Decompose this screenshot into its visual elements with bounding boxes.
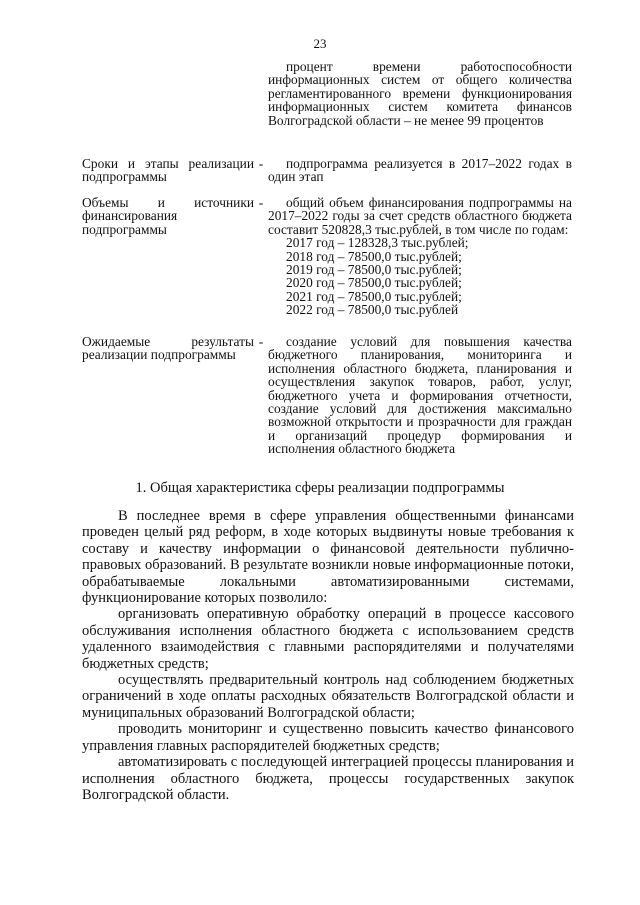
financing-year-2018: 2018 год – 78500,0 тыс.рублей; (286, 248, 462, 264)
paragraph: осуществлять предварительный контроль над соблюдением бюджетных ограничений в ходе оплаты расходных обязательств Волгоградской области и муниципальных образований Волгоградской области; (82, 672, 574, 721)
page-number: 23 (313, 36, 327, 51)
financing-year-2019: 2019 год – 78500,0 тыс.рублей; (286, 262, 462, 278)
paragraph: В последнее время в сфере управления общественными финансами проведен целый ряд реформ, в ходе которых выдвинуты новые требования к составу и качеству информации о финансовой деятельности публично-правовых образований. В результате возникли новые информационные потоки, обрабатываемые локальными автоматизированными системами, функционирование которых позволило: (82, 508, 574, 607)
financing-year-2022: 2022 год – 78500,0 тыс.рублей (286, 302, 459, 318)
passport-content-financing (268, 196, 572, 317)
paragraph: организовать оперативную обработку операций в процессе кассового обслуживания исполнения областного бюджета с использованием средств удаленного взаимодействия с главными распорядителями и получателями бюджетных средств; (82, 606, 574, 672)
passport-label-financing: Объемы и источники финансирования подпрограммы (82, 195, 254, 237)
passport-table (82, 59, 572, 457)
paragraph: автоматизировать с последующей интеграцией процессы планирования и исполнения областного бюджета, процессы государственных закупок Волгоградской области. (82, 754, 574, 803)
passport-row-financing (82, 196, 572, 317)
body-text (82, 508, 574, 803)
passport-row-terms (82, 157, 572, 184)
financing-summary: общий объем финансирования подпрограммы на 2017–2022 годы за счет средств областного бюджета составит 520828,3 тыс.рублей, в том числе по годам: (268, 195, 572, 237)
paragraph: проводить мониторинг и существенно повысить качество финансового управления главных распорядителей бюджетных средств; (82, 721, 574, 754)
passport-dash: - (258, 334, 264, 349)
passport-row-criteria (82, 60, 572, 127)
passport-label-results: Ожидаемые результаты реализации подпрограммы (82, 334, 254, 363)
financing-year-2021: 2021 год – 78500,0 тыс.рублей; (286, 288, 462, 304)
passport-content-results: создание условий для повышения качества бюджетного планирования, мониторинга и исполнения областного бюджета, планирования и осуществления закупок товаров, работ, услуг, бюджетного учета и формирования отчетности, создание условий для достижения максимально возможной открытости и прозрачности для граждан и организаций процедур формирования и исполнения областного бюджета (268, 334, 572, 457)
passport-content-terms: подпрограмма реализуется в 2017–2022 годах в один этап (268, 156, 572, 185)
passport-row-results (82, 335, 572, 456)
financing-year-2017: 2017 год – 128328,3 тыс.рублей; (286, 235, 469, 251)
section-heading: 1. Общая характеристика сферы реализации подпрограммы (135, 480, 505, 496)
passport-criteria-continuation: процент времени работоспособности информационных систем от общего количества регламентированного времени функционирования информационных систем комитета финансов Волгоградской области – не менее 99 процентов (268, 59, 572, 128)
passport-dash: - (258, 156, 264, 171)
passport-dash: - (258, 195, 264, 210)
passport-label-terms: Сроки и этапы реализации подпрограммы (82, 156, 254, 185)
financing-year-2020: 2020 год – 78500,0 тыс.рублей; (286, 275, 462, 291)
